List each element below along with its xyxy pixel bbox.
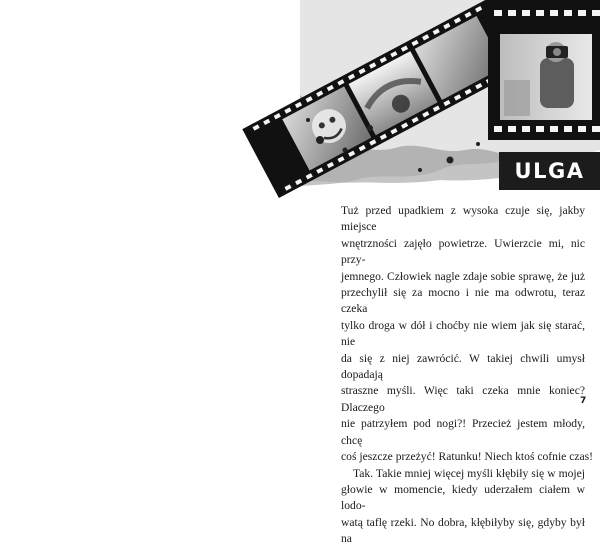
text-line: przechylił się za mocno i nie ma odwrotu, teraz czeka — [341, 286, 585, 316]
chapter-title-badge — [499, 152, 600, 190]
text-line: Tuż przed upadkiem z wysoka czuje się, jakby miejsce — [341, 204, 585, 234]
text-line: wnętrzności zajęło powietrze. Uwierzcie mi, nic przy- — [341, 236, 585, 267]
text-line: coś jeszcze przeżyć! Ratunku! Niech ktoś cofnie czas! — [341, 450, 594, 464]
right-page — [300, 0, 600, 546]
left-page-blank — [0, 0, 300, 424]
text-line: watą taflę rzeki. No dobra, kłębiłyby się, gdyby był na — [341, 515, 585, 546]
text-line: nie patrzyłem pod nogi?! Przecież jestem młody, chcę — [341, 417, 585, 447]
text-line: da się z niej zawrócić. W takiej chwili umysł dopadają — [341, 351, 585, 382]
text-line: tylko droga w dół i choćby nie wiem jak się starać, nie — [341, 318, 585, 349]
text-line: straszne myśli. Więc taki czeka mnie koniec? Dlaczego — [341, 384, 585, 414]
chapter-body-text — [341, 203, 594, 548]
chapter-title: ULGA — [514, 159, 585, 183]
page-number: 7 — [580, 396, 587, 406]
text-line: głowie w momencie, kiedy uderzałem ciałem w lodo- — [341, 482, 585, 513]
text-line: Tak. Takie mniej więcej myśli kłębiły się w mojej — [353, 466, 585, 480]
text-line: jemnego. Człowiek nagle zdaje sobie sprawę, że już — [341, 269, 585, 283]
